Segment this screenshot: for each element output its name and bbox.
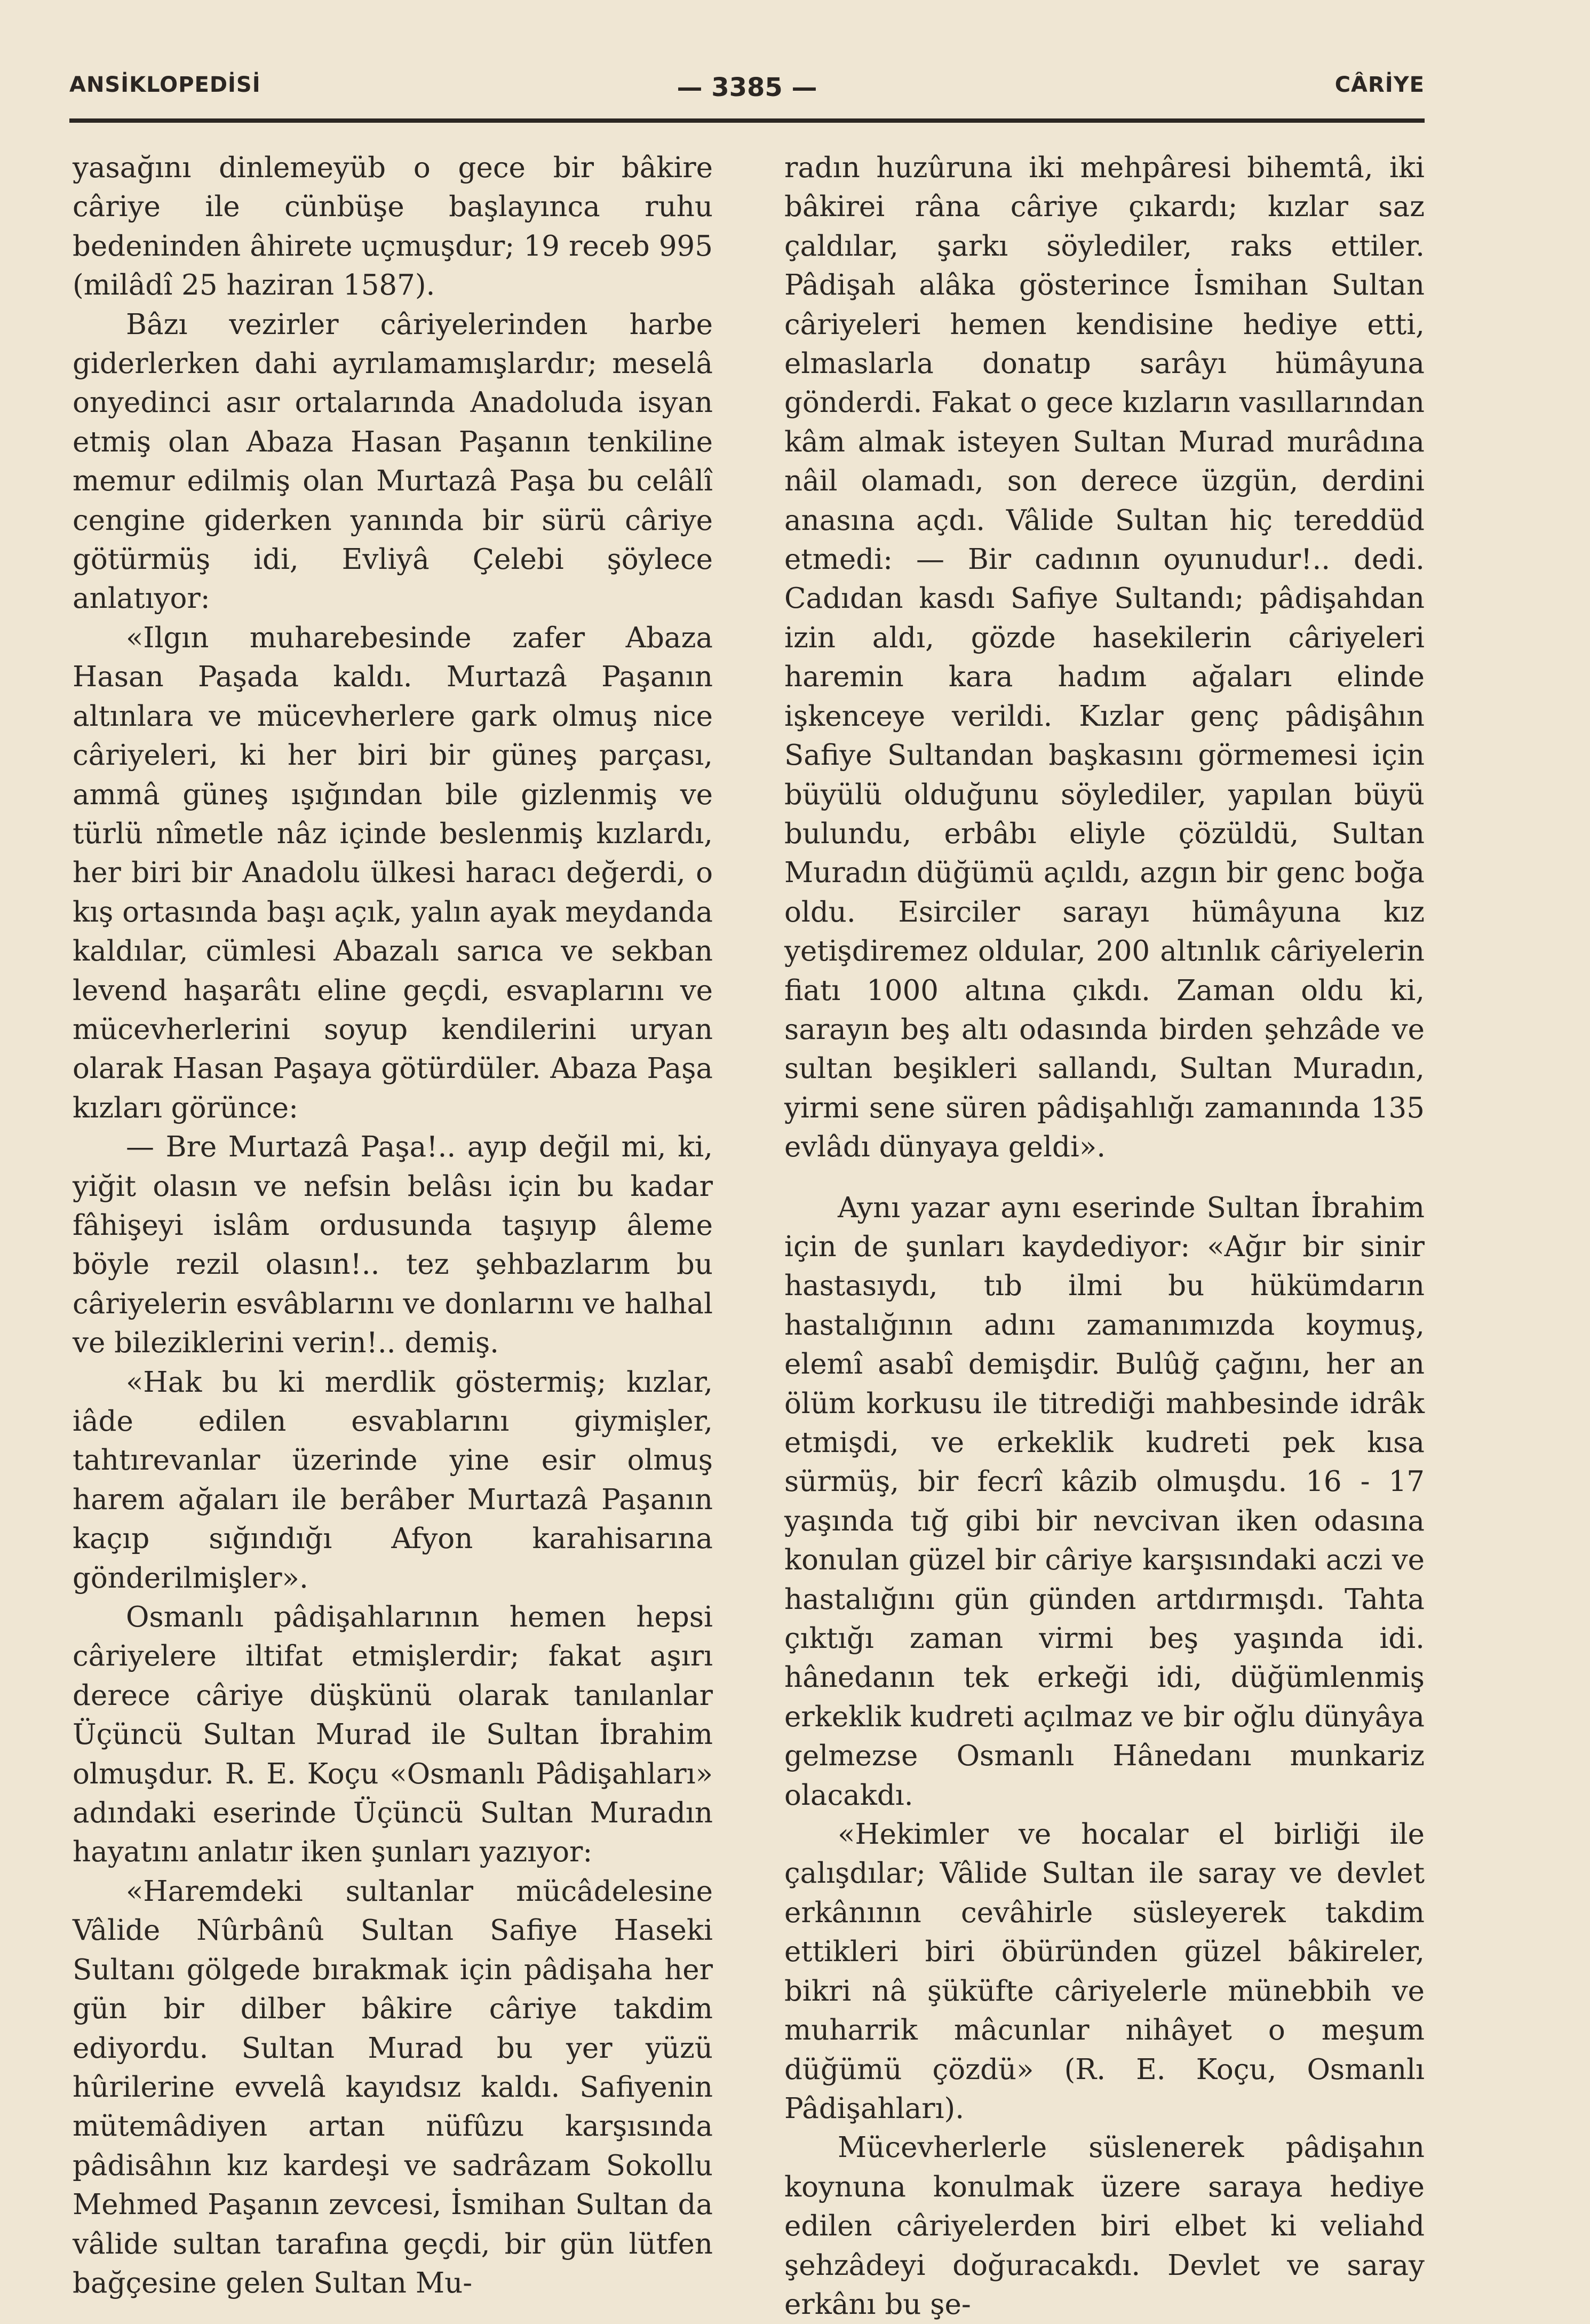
paragraph: yasağını dinlemeyüb o gece bir bâkire câriye ile cünbüşe başlayınca ruhu bedeninden âhirete uçmuşdur; 19 receb 995 (milâdî 25 haziran 1587). <box>73 152 713 302</box>
paragraph: Mücevherlerle süslenerek pâdişahın koynuna konulmak üzere saraya hediye edilen câriyelerden biri elbet ki veliahd şehzâdeyi doğuracakdı. Devlet ve saray erkânı bu şe- <box>784 2131 1425 2321</box>
left-column <box>73 148 713 2303</box>
header-encyclopedia-title: ANSİKLOPEDİSİ <box>69 73 261 97</box>
paragraph: — Bre Murtazâ Paşa!.. ayıp değil mi, ki, yiğit olasın ve nefsin belâsı için bu kadar fâhişeyi islâm ordusunda taşıyıp âleme böyle rezil olasın!.. tez şehbazlarım bu câriyelerin esvâblarını ve donlarını ve halhal ve bileziklerini verin!.. demiş. <box>73 1131 713 1360</box>
header-page-number: — 3385 — <box>677 73 817 102</box>
page-header <box>69 64 1425 112</box>
paragraph: radın huzûruna iki mehpâresi bihemtâ, iki bâkirei râna câriye çıkardı; kızlar saz çaldılar, şarkı söylediler, raks ettiler. Pâdişah alâka gösterince İsmihan Sultan câriyeleri hemen kendisine hediye etti, elmaslarla donatıp sarâyı hümâyuna gönderdi. Fakat o gece kızların vasıllarından kâm almak isteyen Sultan Murad murâdına nâil olamadı, son derece üzgün, derdini anasına açdı. Vâlide Sultan hiç tereddüd etmedi: — Bir cadının oyunudur!.. dedi. Cadıdan kasdı Safiye Sultandı; pâdişahdan izin aldı, gözde hasekilerin câriyeleri haremin kara hadım ağaları elinde işkenceye verildi. Kızlar genç pâdişâhın Safiye Sultandan başkasını görmemesi için büyülü olduğunu söylediler, yapılan büyü bulundu, erbâbı eliyle çözüldü, Sultan Muradın düğümü açıldı, azgın bir genc boğa oldu. Esirciler sarayı hümâyuna kız yetişdiremez oldular, 200 altınlık câriyelerin fiatı 1000 altına çıkdı. Zaman oldu ki, sarayın beş altı odasında birden şehzâde ve sultan beşikleri sallandı, Sultan Muradın, yirmi sene süren pâdişahlığı zamanında 135 evlâdı dünyaya geldi». <box>784 152 1425 1164</box>
paragraph: Osmanlı pâdişahlarının hemen hepsi câriyelere iltifat etmişlerdir; fakat aşırı derece câriye düşkünü olarak tanılanlar Üçüncü Sultan Murad ile Sultan İbrahim olmuşdur. R. E. Koçu «Osmanlı Pâdişahları» adındaki eserinde Üçüncü Sultan Muradın hayatını anlatır iken şunları yazıyor: <box>73 1601 713 1869</box>
header-rule <box>69 118 1425 123</box>
paragraph: «Hak bu ki merdlik göstermiş; kızlar, iâde edilen esvablarını giymişler, tahtırevanlar üzerinde yine esir olmuş harem ağaları ile berâber Murtazâ Paşanın kaçıp sığındığı Afyon karahisarına gönderilmişler». <box>73 1366 713 1595</box>
paragraph: Aynı yazar aynı eserinde Sultan İbrahim için de şunları kaydediyor: «Ağır bir sinir hastasıydı, tıb ilmi bu hükümdarın hastalığının adını zamanımızda koymuş, elemî asabî demişdir. Bulûğ çağını, her an ölüm korkusu ile titrediği mahbesinde idrâk etmişdi, ve erkeklik kudreti pek kısa sürmüş, bir fecrî kâzib olmuşdu. 16 - 17 yaşında tığ gibi bir nevcivan iken odasına konulan güzel bir câriye karşısındaki aczi ve hastalığını gün günden artdırmışdı. Tahta çıktığı zaman virmi beş yaşında idi. hânedanın tek erkeği idi, düğümlenmiş erkeklik kudreti açılmaz ve bir oğlu dünyâya gelmezse Osmanlı Hânedanı munkariz olacakdı. <box>784 1191 1425 1812</box>
paragraph: «Ilgın muharebesinde zafer Abaza Hasan Paşada kaldı. Murtazâ Paşanın altınlara ve mücevherlere gark olmuş nice câriyeleri, ki her biri bir güneş parçası, ammâ güneş ışığından bile gizlenmiş ve türlü nîmetle nâz içinde beslenmiş kızlardı, her biri bir Anadolu ülkesi haracı değerdi, o kış ortasında başı açık, yalın ayak meydanda kaldılar, cümlesi Abazalı sarıca ve sekban levend haşarâtı eline geçdi, esvaplarını ve mücevherlerini soyup kendilerini uryan olarak Hasan Paşaya götürdüler. Abaza Paşa kızları görünce: <box>73 621 713 1124</box>
paragraph: «Haremdeki sultanlar mücâdelesine Vâlide Nûrbânû Sultan Safiye Haseki Sultanı gölgede bırakmak için pâdişaha her gün bir dilber bâkire câriye takdim ediyordu. Sultan Murad bu yer yüzü hûrilerine evvelâ kayıdsız kaldı. Safiyenin mütemâdiyen artan nüfûzu karşısında pâdisâhın kız kardeşi ve sadrâzam Sokollu Mehmed Paşanın zevcesi, İsmihan Sultan da vâlide sultan tarafına geçdi, bir gün lütfen bağçesine gelen Sultan Mu- <box>73 1875 713 2299</box>
paragraph: Bâzı vezirler câriyelerinden harbe giderlerken dahi ayrılamamışlardır; meselâ onyedinci asır ortalarında Anadoluda isyan etmiş olan Abaza Hasan Paşanın tenkiline memur edilmiş olan Murtazâ Paşa bu celâlî cengine giderken yanında bir sürü câriye götürmüş idi, Evliyâ Çelebi şöylece anlatıyor: <box>73 308 713 615</box>
paragraph: «Hekimler ve hocalar el birliği ile çalışdılar; Vâlide Sultan ile saray ve devlet erkânının cevâhirle süsleyerek takdim ettikleri biri öbüründen güzel bâkireler, bikri nâ şüküfte câriyelerle münebbih ve muharrik mâcunlar nihâyet o meşum düğümü çözdü» (R. E. Koçu, Osmanlı Pâdişahları). <box>784 1818 1425 2125</box>
header-entry-title: CÂRİYE <box>1334 73 1425 97</box>
right-column <box>784 148 1425 2324</box>
